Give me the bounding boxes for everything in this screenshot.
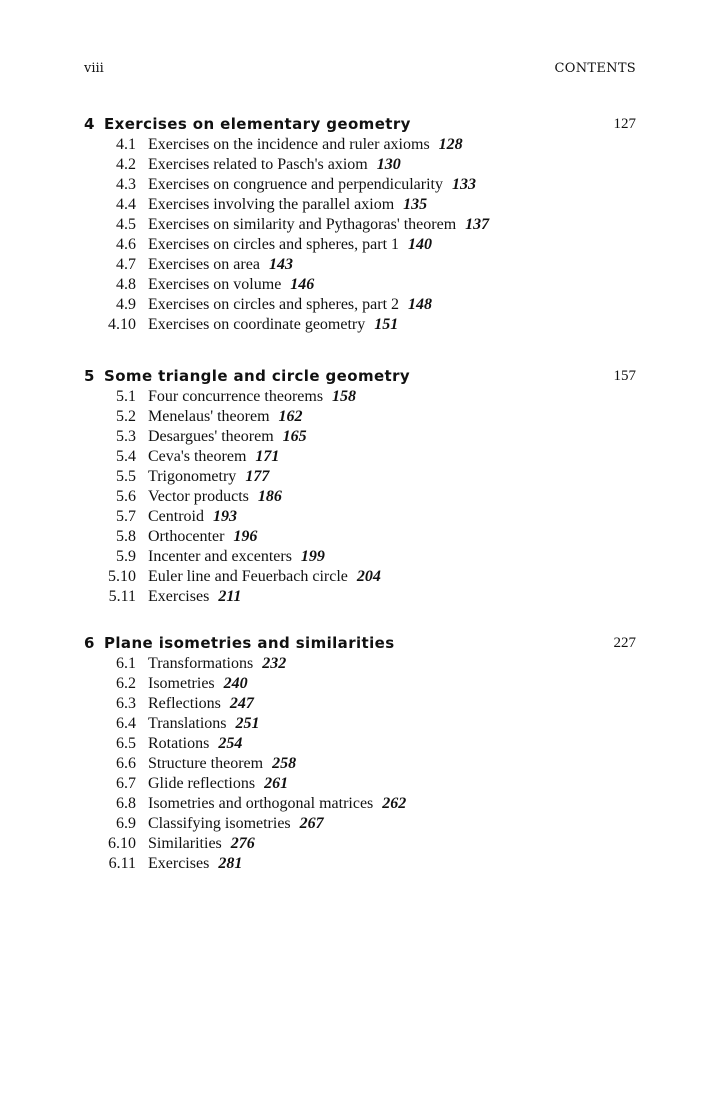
section-number: 4.2 [116, 156, 136, 173]
running-head [84, 61, 636, 79]
section-page-number: 232 [262, 655, 287, 672]
section-page-number: 247 [229, 695, 254, 712]
section-number: 4.5 [116, 216, 136, 233]
section-list [84, 387, 636, 607]
toc-entry [84, 774, 636, 794]
section-number: 5.6 [116, 488, 136, 505]
section-page-number: 135 [403, 196, 428, 213]
section-number: 5.10 [108, 568, 136, 585]
section-title: Transformations [148, 655, 254, 672]
section-title: Menelaus' theorem [148, 408, 270, 425]
section-number: 4.4 [116, 196, 136, 213]
section-title: Four concurrence theorems [148, 388, 324, 405]
section-title: Exercises on coordinate geometry [148, 316, 366, 333]
section-number: 4.10 [108, 316, 136, 333]
section-title: Ceva's theorem [148, 448, 247, 465]
toc-entry [84, 387, 636, 407]
section-number: 6.5 [116, 735, 136, 752]
section-number: 4.1 [116, 136, 136, 153]
toc-entry [84, 155, 636, 175]
section-number: 6.10 [108, 835, 136, 852]
chapter-title: Some triangle and circle geometry [104, 367, 411, 385]
toc-entry [84, 754, 636, 774]
section-title: Isometries and orthogonal matrices [148, 795, 374, 812]
toc-entry [84, 135, 636, 155]
section-page-number: 254 [218, 735, 243, 752]
section-page-number: 165 [282, 428, 307, 445]
toc-entry [84, 487, 636, 507]
toc-entry [84, 175, 636, 195]
chapter-heading [84, 633, 636, 654]
section-page-number: 133 [451, 176, 476, 193]
section-number: 6.7 [116, 775, 136, 792]
section-title: Exercises related to Pasch's axiom [148, 156, 368, 173]
section-number: 5.9 [116, 548, 136, 565]
section-title: Exercises on area [148, 256, 260, 273]
section-title: Glide reflections [148, 775, 256, 792]
section-page-number: 204 [356, 568, 381, 585]
section-page-number: 128 [438, 136, 463, 153]
toc-entry [84, 295, 636, 315]
toc-entry [84, 527, 636, 547]
section-number: 6.9 [116, 815, 136, 832]
page-number: viii [84, 61, 104, 76]
section-title: Trigonometry [148, 468, 237, 485]
toc-entry [84, 794, 636, 814]
section-title: Exercises on volume [148, 276, 282, 293]
section-title: Exercises involving the parallel axiom [148, 196, 395, 213]
chapter-title: Plane isometries and similarities [104, 634, 395, 652]
section-number: 6.4 [116, 715, 136, 732]
section-title: Isometries [148, 675, 215, 692]
section-page-number: 281 [218, 855, 243, 872]
toc-entry [84, 547, 636, 567]
section-page-number: 186 [257, 488, 282, 505]
toc-entry [84, 674, 636, 694]
section-number: 6.8 [116, 795, 136, 812]
section-number: 4.9 [116, 296, 136, 313]
section-title: Exercises [148, 855, 210, 872]
section-title: Euler line and Feuerbach circle [148, 568, 348, 585]
section-page-number: 171 [255, 448, 280, 465]
section-page-number: 261 [264, 775, 289, 792]
chapter-page-number: 227 [613, 635, 636, 651]
toc-entry [84, 407, 636, 427]
section-title: Desargues' theorem [148, 428, 274, 445]
section-number: 5.3 [116, 428, 136, 445]
section-page-number: 262 [382, 795, 407, 812]
section-page-number: 177 [245, 468, 270, 485]
toc-entry [84, 235, 636, 255]
section-title: Classifying isometries [148, 815, 291, 832]
section-page-number: 140 [408, 236, 433, 253]
section-page-number: 137 [465, 216, 490, 233]
toc-entry [84, 315, 636, 335]
section-page-number: 267 [299, 815, 324, 832]
section-page-number: 251 [235, 715, 260, 732]
section-number: 5.7 [116, 508, 136, 525]
chapter-6 [84, 633, 636, 874]
toc-entry [84, 567, 636, 587]
section-page-number: 199 [300, 548, 325, 565]
chapter-heading [84, 114, 636, 135]
section-title: Exercises on circles and spheres, part 2 [148, 296, 400, 313]
section-page-number: 130 [376, 156, 401, 173]
chapter-number: 4 [84, 115, 95, 133]
section-page-number: 158 [332, 388, 357, 405]
section-page-number: 146 [290, 276, 315, 293]
chapter-number: 5 [84, 367, 95, 385]
section-number: 5.2 [116, 408, 136, 425]
chapter-page-number: 157 [613, 368, 636, 384]
section-title: Structure theorem [148, 755, 264, 772]
section-number: 6.11 [108, 855, 136, 872]
toc-entry [84, 275, 636, 295]
section-number: 5.1 [116, 388, 136, 405]
chapter-5 [84, 366, 636, 607]
chapter-page-number: 127 [613, 116, 636, 132]
toc-entry [84, 447, 636, 467]
toc-entry [84, 834, 636, 854]
section-number: 5.11 [108, 588, 136, 605]
section-number: 4.6 [116, 236, 136, 253]
section-title: Centroid [148, 508, 204, 525]
section-number: 5.5 [116, 468, 136, 485]
section-title: Exercises [148, 588, 210, 605]
section-page-number: 196 [233, 528, 258, 545]
section-number: 5.4 [116, 448, 136, 465]
toc-entry [84, 814, 636, 834]
section-page-number: 211 [218, 588, 242, 605]
section-list [84, 135, 636, 335]
section-title: Vector products [148, 488, 249, 505]
section-page-number: 193 [213, 508, 237, 525]
toc-entry [84, 215, 636, 235]
section-title: Reflections [148, 695, 221, 712]
section-number: 5.8 [116, 528, 136, 545]
section-page-number: 258 [272, 755, 297, 772]
chapter-title: Exercises on elementary geometry [104, 115, 411, 133]
toc-entry [84, 467, 636, 487]
running-title: CONTENTS [554, 61, 636, 76]
toc-entry [84, 654, 636, 674]
section-number: 6.1 [116, 655, 136, 672]
section-page-number: 148 [408, 296, 433, 313]
section-page-number: 151 [374, 316, 399, 333]
toc-entry [84, 694, 636, 714]
section-title: Exercises on congruence and perpendicularity [148, 176, 443, 193]
section-list [84, 654, 636, 874]
section-title: Translations [148, 715, 227, 732]
section-page-number: 240 [223, 675, 248, 692]
section-title: Rotations [148, 735, 210, 752]
section-title: Incenter and excenters [148, 548, 292, 565]
toc-entry [84, 587, 636, 607]
chapter-heading [84, 366, 636, 387]
toc-entry [84, 714, 636, 734]
section-number: 4.8 [116, 276, 136, 293]
toc-entry [84, 195, 636, 215]
section-title: Exercises on similarity and Pythagoras' theorem [148, 216, 457, 233]
toc-entry [84, 427, 636, 447]
section-title: Exercises on circles and spheres, part 1 [148, 236, 400, 253]
chapter-4 [84, 114, 636, 335]
section-title: Exercises on the incidence and ruler axioms [148, 136, 430, 153]
section-number: 6.2 [116, 675, 136, 692]
section-page-number: 143 [268, 256, 293, 273]
section-page-number: 276 [230, 835, 255, 852]
section-title: Orthocenter [148, 528, 225, 545]
section-number: 4.7 [116, 256, 136, 273]
toc-entry [84, 734, 636, 754]
section-number: 4.3 [116, 176, 136, 193]
section-number: 6.3 [116, 695, 136, 712]
toc-entry [84, 507, 636, 527]
toc-entry [84, 854, 636, 874]
toc-entry [84, 255, 636, 275]
section-title: Similarities [148, 835, 222, 852]
section-page-number: 162 [278, 408, 303, 425]
chapter-number: 6 [84, 634, 95, 652]
section-number: 6.6 [116, 755, 136, 772]
